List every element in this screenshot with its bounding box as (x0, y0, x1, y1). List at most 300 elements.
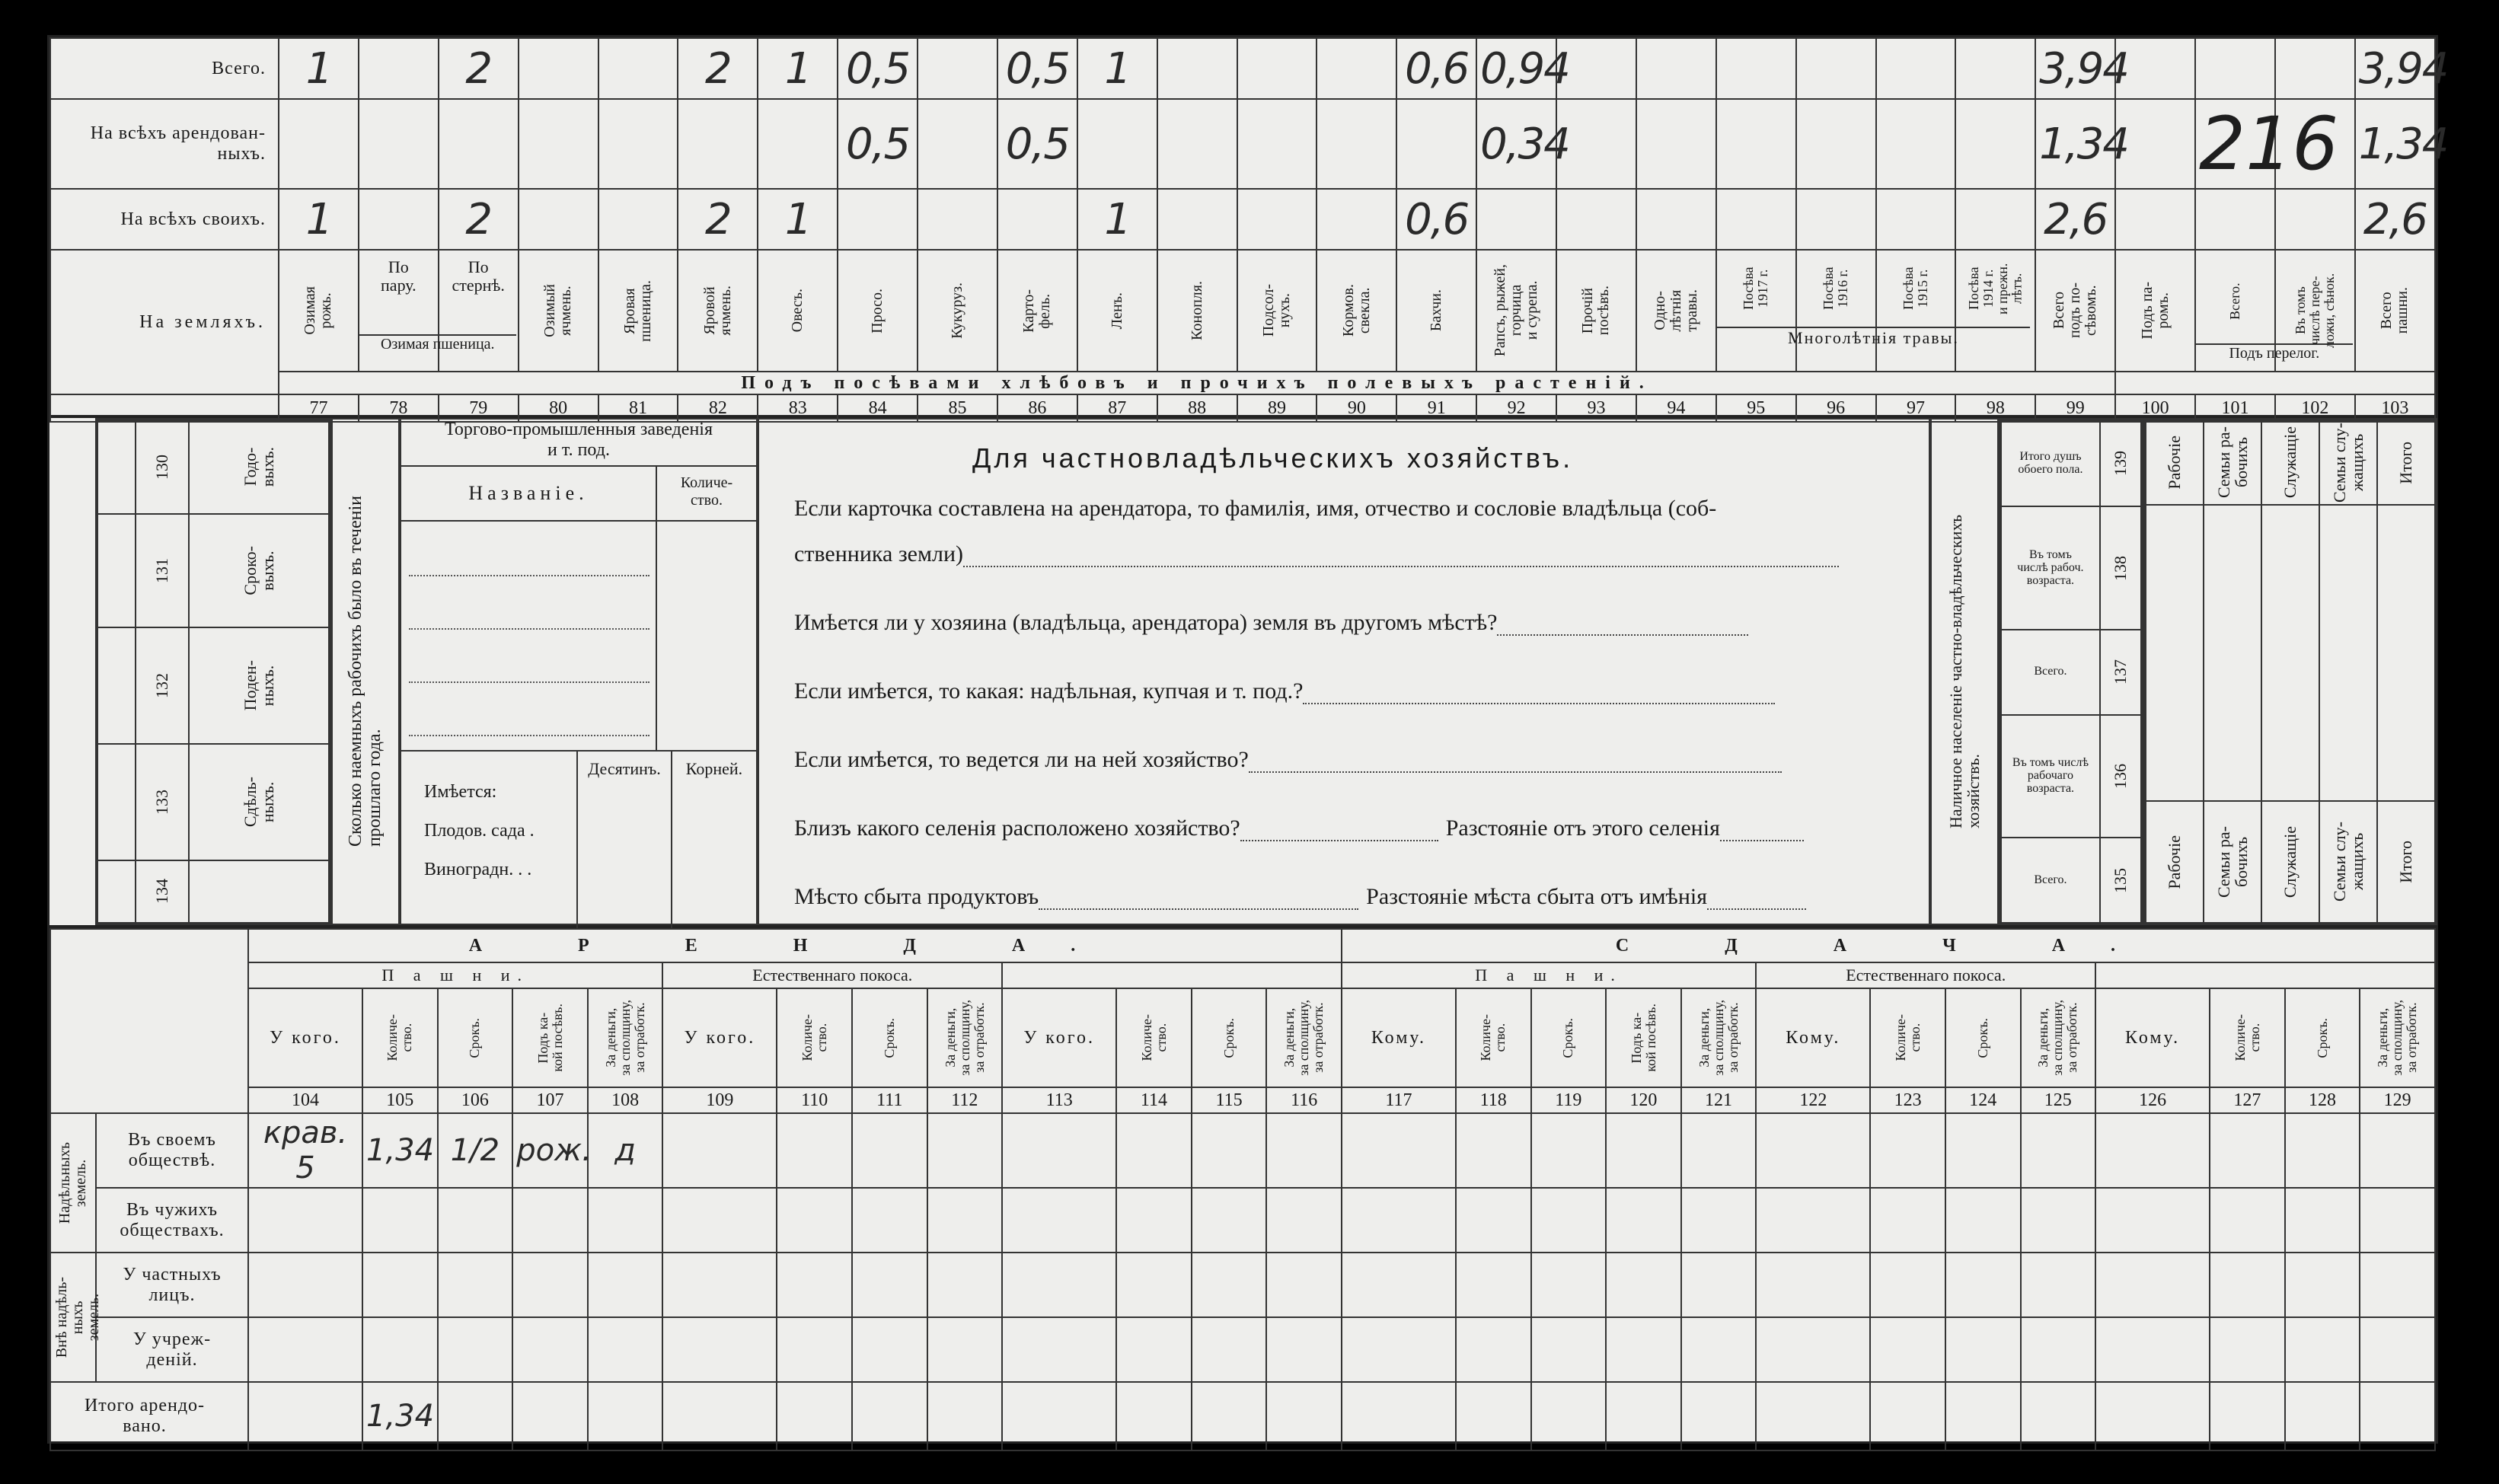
lease-cell-114[interactable] (1116, 1317, 1192, 1382)
sown-cell-78[interactable] (359, 99, 439, 189)
sown-cell-103[interactable] (2355, 189, 2435, 250)
lease-cell-107[interactable] (512, 1317, 588, 1382)
lease-group-label: П а ш н и. (1342, 962, 1756, 988)
lease-col-header-126 (2095, 988, 2210, 1087)
sown-cell-95[interactable] (1716, 38, 1796, 99)
sown-cell-80[interactable] (519, 99, 598, 189)
lease-cell-128[interactable] (2285, 1317, 2360, 1382)
lease-cell-110[interactable] (777, 1253, 852, 1317)
sown-cell-88[interactable] (1157, 99, 1237, 189)
sown-cell-81[interactable] (598, 38, 678, 99)
sown-cell-82[interactable] (678, 189, 758, 250)
lease-cell-126[interactable] (2095, 1253, 2210, 1317)
lease-cell-109[interactable] (662, 1317, 777, 1382)
lease-col-number: 126 (2095, 1087, 2210, 1113)
lease-row (50, 1113, 2435, 1188)
handwritten-value: крав. 5 (263, 1115, 348, 1186)
lease-cell-125[interactable] (2021, 1317, 2096, 1382)
lease-cell-129[interactable] (2360, 1253, 2435, 1317)
sown-cell-89[interactable] (1237, 38, 1317, 99)
lease-cell-107[interactable] (512, 1253, 588, 1317)
lease-cell-109[interactable] (662, 1253, 777, 1317)
lease-total-cell-127[interactable] (2210, 1382, 2285, 1450)
lease-cell-106[interactable] (438, 1317, 513, 1382)
lease-cell-123[interactable] (1870, 1253, 1945, 1317)
lease-cell-124[interactable] (1945, 1113, 2021, 1188)
lease-cell-119[interactable] (1531, 1188, 1607, 1253)
lease-total-cell-114[interactable] (1116, 1382, 1192, 1450)
lease-cell-111[interactable] (852, 1317, 927, 1382)
hired-row (97, 420, 329, 514)
sown-cell-101[interactable] (2195, 99, 2339, 189)
sown-cell-91[interactable] (1396, 189, 1476, 250)
lease-cell-107[interactable] (512, 1188, 588, 1253)
col-header-label: Озимый ячмень. (541, 284, 575, 337)
sown-cell-84[interactable] (838, 99, 918, 189)
lease-col-number: 116 (1266, 1087, 1342, 1113)
sown-cell-91[interactable] (1396, 38, 1476, 99)
lease-cell-122[interactable] (1756, 1113, 1870, 1188)
sown-cell-79[interactable] (439, 99, 519, 189)
population-col (2001, 630, 2141, 715)
sown-cell-96[interactable] (1796, 99, 1876, 189)
lease-total-cell-108[interactable] (588, 1382, 663, 1450)
col-number: 100 (2115, 394, 2195, 422)
sown-cell-100[interactable] (2115, 189, 2195, 250)
q5b: Разстоянiе отъ этого селенiя (1445, 815, 1720, 841)
lease-total-cell-125[interactable] (2021, 1382, 2096, 1450)
col-number: 85 (918, 394, 997, 422)
lease-cell-112[interactable] (927, 1188, 1003, 1253)
col-number: 87 (1077, 394, 1157, 422)
col-header-label: Посѣва 1917 г. (1741, 266, 1771, 311)
lease-cell-110[interactable] (777, 1188, 852, 1253)
sown-cell-77[interactable] (279, 189, 359, 250)
lease-total-cell-113[interactable] (1002, 1382, 1116, 1450)
lease-cell-113[interactable] (1002, 1188, 1116, 1253)
lease-cell-106[interactable] (438, 1113, 513, 1188)
lease-col-header-105 (362, 988, 438, 1087)
col-header-96 (1796, 250, 1876, 372)
lease-total-cell-111[interactable] (852, 1382, 927, 1450)
lease-col-label: Подъ ка- кой посѣвъ. (535, 1004, 565, 1072)
q1b: ственника земли) (794, 541, 963, 566)
hired-num-cell (136, 514, 189, 627)
right-col-cell[interactable] (2377, 505, 2435, 801)
sown-cell-89[interactable] (1237, 189, 1317, 250)
sown-cell-97[interactable] (1876, 99, 1956, 189)
lease-cell-104[interactable] (248, 1317, 362, 1382)
lease-cell-122[interactable] (1756, 1253, 1870, 1317)
col-header-label: Ленъ. (1108, 292, 1125, 330)
lease-cell-124[interactable] (1945, 1253, 2021, 1317)
col-number: 92 (1476, 394, 1556, 422)
population-col (2001, 838, 2141, 923)
lease-total-cell-110[interactable] (777, 1382, 852, 1450)
lease-cell-119[interactable] (1531, 1113, 1607, 1188)
col-number: 95 (1716, 394, 1796, 422)
name-col-header: Названiе. (401, 467, 657, 520)
lease-cell-112[interactable] (927, 1317, 1003, 1382)
lease-col-header-127 (2210, 988, 2285, 1087)
lease-total-cell-124[interactable] (1945, 1382, 2021, 1450)
lease-cell-122[interactable] (1756, 1317, 1870, 1382)
lease-cell-108[interactable] (588, 1188, 663, 1253)
col-header-label: Посѣва 1915 г. (1901, 266, 1930, 311)
sown-cell-99[interactable] (2035, 99, 2128, 189)
lease-cell-110[interactable] (777, 1317, 852, 1382)
sown-cell-94[interactable] (1636, 189, 1716, 250)
lease-cell-108[interactable] (588, 1113, 663, 1188)
lease-cell-111[interactable] (852, 1188, 927, 1253)
lease-col-header-113 (1002, 988, 1116, 1087)
lease-row-label: Въ своемъ обществѣ. (96, 1113, 248, 1188)
sown-cell-83[interactable] (758, 99, 838, 189)
q5b-answer-line[interactable] (1720, 839, 1804, 841)
handwritten-value: 0,5 (846, 43, 910, 94)
hired-label-box (331, 418, 400, 925)
lease-group: Внѣ надѣль- ныхъ земель. (53, 1276, 102, 1358)
lease-cell-118[interactable] (1456, 1113, 1531, 1188)
lease-cell-108[interactable] (588, 1253, 663, 1317)
lease-cell-116[interactable] (1266, 1253, 1342, 1317)
lease-cell-105[interactable] (362, 1253, 438, 1317)
handwritten-value: 2,6 (2044, 194, 2108, 244)
sown-cell-103[interactable] (2355, 38, 2448, 99)
lease-total-cell-118[interactable] (1456, 1382, 1531, 1450)
sown-cell-96[interactable] (1796, 189, 1876, 250)
lease-total-cell-128[interactable] (2285, 1382, 2360, 1450)
lease-cell-118[interactable] (1456, 1253, 1531, 1317)
sown-cell-77[interactable] (279, 99, 359, 189)
right-col-cell[interactable] (2261, 505, 2319, 801)
sown-cell-96[interactable] (1796, 38, 1876, 99)
q1-answer-line[interactable] (963, 565, 1839, 567)
right-col-cell[interactable] (2204, 505, 2261, 801)
lease-cell-125[interactable] (2021, 1253, 2096, 1317)
sown-cell-85[interactable] (918, 99, 997, 189)
lease-total-label: Итого арендо- вано. (50, 1382, 248, 1450)
lease-cell-116[interactable] (1266, 1317, 1342, 1382)
lease-cell-120[interactable] (1606, 1253, 1681, 1317)
sown-cell-99[interactable] (2035, 38, 2128, 99)
col-header-label: По стернѣ. (452, 257, 505, 295)
sown-cell-99[interactable] (2035, 189, 2115, 250)
population-col (2001, 506, 2141, 630)
lease-cell-127[interactable] (2210, 1188, 2285, 1253)
sown-cell-98[interactable] (1955, 99, 2035, 189)
lease-total-cell-126[interactable] (2095, 1382, 2210, 1450)
lease-cell-113[interactable] (1002, 1317, 1116, 1382)
lease-total-cell-106[interactable] (438, 1382, 513, 1450)
lease-cell-111[interactable] (852, 1253, 927, 1317)
sown-cell-78[interactable] (359, 189, 439, 250)
lease-cell-116[interactable] (1266, 1188, 1342, 1253)
lease-cell-104[interactable] (248, 1253, 362, 1317)
sown-cell-83[interactable] (758, 38, 838, 99)
sown-header-row (50, 250, 2435, 372)
lease-cell-105[interactable] (362, 1113, 438, 1188)
lease-cell-107[interactable] (512, 1113, 592, 1188)
sown-cell-90[interactable] (1317, 38, 1396, 99)
lease-cell-115[interactable] (1192, 1253, 1267, 1317)
sown-cell-102[interactable] (2275, 189, 2355, 250)
lease-total-cell-122[interactable] (1756, 1382, 1870, 1450)
lease-cell-127[interactable] (2210, 1253, 2285, 1317)
lease-cell-123[interactable] (1870, 1317, 1945, 1382)
sown-cell-85[interactable] (918, 189, 997, 250)
workers-right-columns (2143, 418, 2437, 925)
lease-cell-114[interactable] (1116, 1113, 1192, 1188)
lease-cell-119[interactable] (1531, 1317, 1607, 1382)
lease-cell-108[interactable] (588, 1317, 663, 1382)
lease-cell-117[interactable] (1342, 1188, 1456, 1253)
lease-total-cell-123[interactable] (1870, 1382, 1945, 1450)
sown-cell-86[interactable] (997, 99, 1077, 189)
lease-cell-128[interactable] (2285, 1253, 2360, 1317)
lease-cell-106[interactable] (438, 1253, 513, 1317)
lease-cell-120[interactable] (1606, 1317, 1681, 1382)
sown-cell-81[interactable] (598, 99, 678, 189)
lease-col-header-122 (1756, 988, 1870, 1087)
lease-cell-123[interactable] (1870, 1113, 1945, 1188)
lease-cell-117[interactable] (1342, 1113, 1456, 1188)
lease-total-cell-129[interactable] (2360, 1382, 2435, 1450)
hired-row-number (97, 744, 136, 860)
sown-cell-97[interactable] (1876, 38, 1956, 99)
population-col (2001, 420, 2141, 506)
lease-group-cell (50, 1113, 96, 1253)
lease-cell-113[interactable] (1002, 1253, 1116, 1317)
sown-cell-94[interactable] (1636, 99, 1716, 189)
lease-col-header-116 (1266, 988, 1342, 1087)
big-handwritten-mark: 216 (2199, 101, 2339, 187)
right-col-header (2146, 420, 2204, 505)
lease-col-header-108 (588, 988, 663, 1087)
lease-cell-128[interactable] (2285, 1188, 2360, 1253)
lease-cell-118[interactable] (1456, 1317, 1531, 1382)
q6a-answer-line[interactable] (1039, 908, 1358, 910)
lease-cell-118[interactable] (1456, 1188, 1531, 1253)
lease-table (49, 928, 2436, 1446)
sown-cell-102[interactable] (2275, 38, 2355, 99)
lease-cell-126[interactable] (2095, 1317, 2210, 1382)
lease-cell-110[interactable] (777, 1113, 852, 1188)
lease-total-cell-116[interactable] (1266, 1382, 1342, 1450)
pop-num-cell (2100, 506, 2141, 630)
sown-cell-92[interactable] (1476, 189, 1556, 250)
sown-cell-86[interactable] (997, 38, 1077, 99)
q5a-answer-line[interactable] (1240, 839, 1438, 841)
lease-col-label: У кого. (270, 1027, 341, 1048)
sown-cell-92[interactable] (1476, 38, 1569, 99)
col-number: 99 (2035, 394, 2115, 422)
lease-cell-121[interactable] (1681, 1317, 1757, 1382)
lease-cell-115[interactable] (1192, 1188, 1267, 1253)
sown-cell-95[interactable] (1716, 99, 1796, 189)
sown-cell-98[interactable] (1955, 38, 2035, 99)
q2-answer-line[interactable] (1497, 633, 1748, 636)
lease-cell-115[interactable] (1192, 1317, 1267, 1382)
lease-cell-123[interactable] (1870, 1188, 1945, 1253)
sown-cell-93[interactable] (1556, 189, 1636, 250)
lease-cell-127[interactable] (2210, 1113, 2285, 1188)
q1a: Если карточка составлена на арендатора, то фамилiя, имя, отчество и сословiе владѣльца (соб- (794, 496, 1717, 521)
lease-cell-120[interactable] (1606, 1113, 1681, 1188)
lease-total-cell-121[interactable] (1681, 1382, 1757, 1450)
lease-cell-111[interactable] (852, 1113, 927, 1188)
right-footer-row (2146, 801, 2435, 923)
lease-cell-105[interactable] (362, 1188, 438, 1253)
lease-cell-129[interactable] (2360, 1317, 2435, 1382)
lease-total-cell-112[interactable] (927, 1382, 1003, 1450)
sown-cell-81[interactable] (598, 189, 678, 250)
lease-cell-121[interactable] (1681, 1113, 1757, 1188)
sown-cell-80[interactable] (519, 189, 598, 250)
lease-cell-124[interactable] (1945, 1188, 2021, 1253)
sown-cell-88[interactable] (1157, 38, 1237, 99)
sown-cell-85[interactable] (918, 38, 997, 99)
hired-label-cell[interactable] (189, 627, 329, 744)
roots-header: Корней. (685, 759, 743, 778)
hired-label-cell[interactable] (189, 514, 329, 627)
handwritten-value: 3,94 (2358, 43, 2448, 94)
q6b-answer-line[interactable] (1707, 908, 1806, 910)
lease-cell-126[interactable] (2095, 1188, 2210, 1253)
lease-col-number: 109 (662, 1087, 777, 1113)
lease-cell-128[interactable] (2285, 1113, 2360, 1188)
lease-cell-115[interactable] (1192, 1113, 1267, 1188)
right-col-cell[interactable] (2146, 505, 2204, 801)
hired-type: Сроко- выхъ. (240, 546, 277, 595)
sown-cell-101[interactable] (2195, 189, 2275, 250)
sown-cell-89[interactable] (1237, 99, 1317, 189)
lease-col-number: 127 (2210, 1087, 2285, 1113)
lease-cell-112[interactable] (927, 1253, 1003, 1317)
sown-cell-84[interactable] (838, 38, 918, 99)
right-col-cell[interactable] (2319, 505, 2377, 801)
pop-col-number: 139 (2111, 451, 2130, 477)
lease-cell-121[interactable] (1681, 1188, 1757, 1253)
lease-total-cell-107[interactable] (512, 1382, 588, 1450)
lease-cell-116[interactable] (1266, 1113, 1342, 1188)
private-farm-questions (758, 418, 1930, 925)
lease-cell-129[interactable] (2360, 1188, 2435, 1253)
pop-col-number: 137 (2111, 659, 2130, 685)
lease-cell-117[interactable] (1342, 1253, 1456, 1317)
lease-cell-125[interactable] (2021, 1113, 2096, 1188)
hired-label-cell[interactable] (189, 744, 329, 860)
sown-cell-82[interactable] (678, 99, 758, 189)
sown-cell-92[interactable] (1476, 99, 1569, 189)
lease-total-cell-120[interactable] (1606, 1382, 1681, 1450)
lease-col-number: 104 (248, 1087, 362, 1113)
sown-cell-95[interactable] (1716, 189, 1796, 250)
lease-cell-121[interactable] (1681, 1253, 1757, 1317)
lease-cell-117[interactable] (1342, 1317, 1456, 1382)
hired-type: Поден- ныхъ. (240, 660, 277, 711)
col-number: 77 (279, 394, 359, 422)
sown-cell-82[interactable] (678, 38, 758, 99)
lease-total-cell-104[interactable] (248, 1382, 362, 1450)
lease-cell-126[interactable] (2095, 1113, 2210, 1188)
lease-total-cell-105[interactable] (362, 1382, 438, 1450)
lease-cell-120[interactable] (1606, 1188, 1681, 1253)
hired-row-number (97, 627, 136, 744)
hired-label-cell[interactable] (189, 860, 329, 923)
lease-total-cell-109[interactable] (662, 1382, 777, 1450)
sown-cell-80[interactable] (519, 38, 598, 99)
lease-cell-114[interactable] (1116, 1253, 1192, 1317)
lease-cell-122[interactable] (1756, 1188, 1870, 1253)
lease-row (50, 1253, 2435, 1317)
hired-label-cell[interactable] (189, 420, 329, 514)
sown-cell-83[interactable] (758, 189, 838, 250)
sown-cell-78[interactable] (359, 38, 439, 99)
lease-cell-127[interactable] (2210, 1317, 2285, 1382)
lease-row (50, 1317, 2435, 1382)
sown-cell-103[interactable] (2355, 99, 2448, 189)
sown-cell-87[interactable] (1077, 189, 1157, 250)
right-body-row (2146, 505, 2435, 801)
lease-total-cell-119[interactable] (1531, 1382, 1607, 1450)
q6b: Разстоянiе мѣста сбыта отъ имѣнiя (1366, 884, 1708, 909)
lease-cell-114[interactable] (1116, 1188, 1192, 1253)
sown-cell-79[interactable] (439, 189, 519, 250)
sown-cell-90[interactable] (1317, 99, 1396, 189)
population-label-box (1930, 418, 1999, 925)
sown-cell-98[interactable] (1955, 189, 2035, 250)
col-number: 91 (1396, 394, 1476, 422)
lease-cell-104[interactable] (248, 1113, 362, 1188)
sown-cell-86[interactable] (997, 189, 1077, 250)
q4-answer-line[interactable] (1249, 771, 1782, 773)
right-col-header (2261, 420, 2319, 505)
sown-cell-84[interactable] (838, 189, 918, 250)
lease-cell-109[interactable] (662, 1113, 777, 1188)
sown-cell-90[interactable] (1317, 189, 1396, 250)
lease-cell-104[interactable] (248, 1188, 362, 1253)
lease-cell-105[interactable] (362, 1317, 438, 1382)
sown-cell-94[interactable] (1636, 38, 1716, 99)
q3-answer-line[interactable] (1303, 702, 1775, 704)
lease-cell-113[interactable] (1002, 1113, 1116, 1188)
sown-cell-97[interactable] (1876, 189, 1956, 250)
sown-cell-87[interactable] (1077, 38, 1157, 99)
lease-col-number: 120 (1606, 1087, 1681, 1113)
lease-cell-106[interactable] (438, 1188, 513, 1253)
sown-cell-77[interactable] (279, 38, 359, 99)
sown-cell-87[interactable] (1077, 99, 1157, 189)
lease-cell-109[interactable] (662, 1188, 777, 1253)
col-header-label: Яровая пшеница. (621, 279, 654, 342)
sown-cell-91[interactable] (1396, 99, 1476, 189)
sown-cell-101[interactable] (2195, 38, 2275, 99)
lease-cell-119[interactable] (1531, 1253, 1607, 1317)
lease-total-cell-115[interactable] (1192, 1382, 1267, 1450)
sown-cell-79[interactable] (439, 38, 519, 99)
vineyard-label: Виноградн. . . (424, 860, 532, 879)
lease-total-cell-117[interactable] (1342, 1382, 1456, 1450)
sown-cell-88[interactable] (1157, 189, 1237, 250)
sown-row (50, 38, 2435, 99)
lease-cell-125[interactable] (2021, 1188, 2096, 1253)
lease-cell-124[interactable] (1945, 1317, 2021, 1382)
lease-cell-129[interactable] (2360, 1113, 2435, 1188)
population-col (2001, 715, 2141, 838)
lease-cell-112[interactable] (927, 1113, 1003, 1188)
right-col-label: Семьи ра- бочихъ (2213, 426, 2251, 499)
